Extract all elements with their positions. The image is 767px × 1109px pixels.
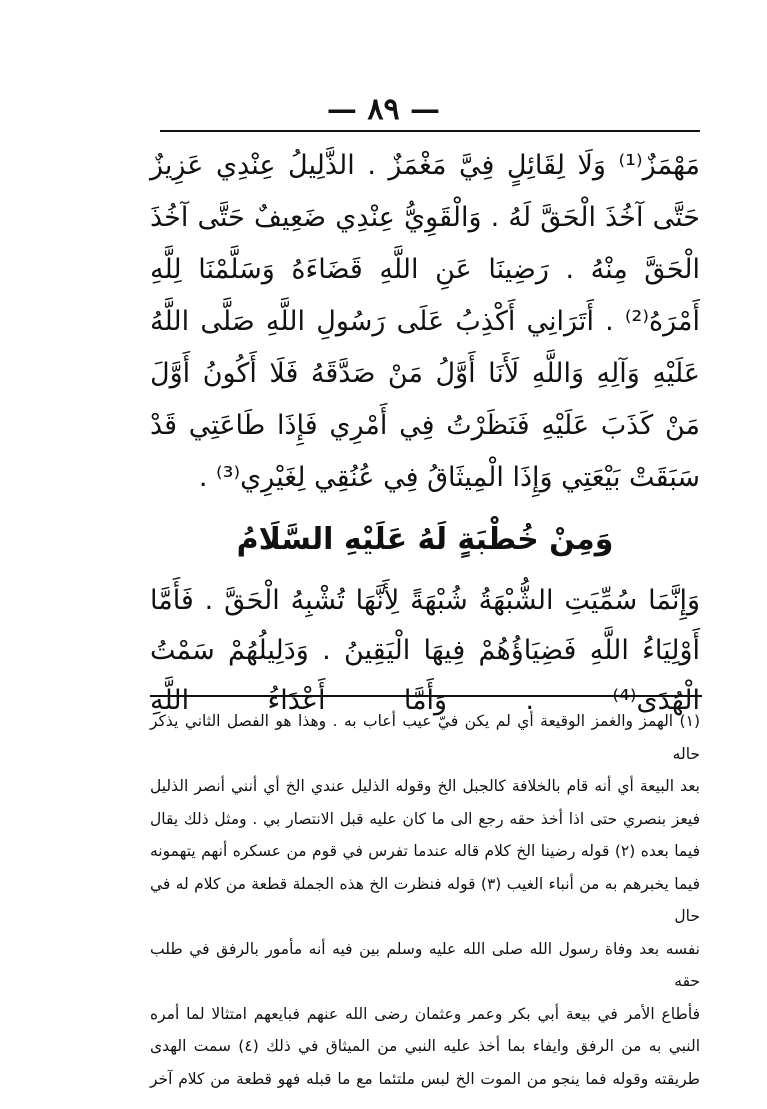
header-rule (160, 130, 700, 132)
footnote-line: فيما يخبرهم به من أنباء الغيب (٣) قوله فنظرت الخ هذه الجملة قطعة من كلام له في حال (150, 874, 701, 925)
footnote-line: فيعز بنصري حتى اذا أخذ حقه رجع الى ما كان عليه قبل الانتصار بي . ومثل ذلك يقال (150, 809, 700, 828)
section-text: وَإِنَّمَا سُمِّيَتِ الشُّبْهَةُ شُبْهَةً لِأَنَّهَا تُشْبِهُ الْحَقَّ . فَأَمَّا أَوْلِيَاءُ اللَّهِ فَضِيَاؤُهُمْ فِيهَا الْيَقِينُ . وَدَلِيلُهُمْ سَمْتُ الْهُدَى⁽⁴⁾ . وَأَمَّا أَعْدَاءُ اللَّهِ (150, 585, 700, 716)
footnotes (150, 705, 700, 1095)
footnote-line: فأطاع الأمر في بيعة أبي بكر وعمر وعثمان رضى الله عنهم فبايعهم امتثالا لما أمره (150, 1004, 700, 1023)
footnote-line: بعد البيعة أي أنه قام بالخلافة كالجبل الخ وقوله الذليل عندي الخ أي أنني أنصر الذليل (150, 777, 700, 795)
footnote-line: النبي به من الرفق وايفاء بما أخذ عليه النبي من الميثاق في ذلك (٤) سمت الهدى (150, 1037, 701, 1055)
footnote-line: طريقته وقوله فما ينجو من الموت الخ لبس ملتئما مع ما قبله فهو قطعة من كلام آخر (150, 1069, 700, 1088)
section-heading: وَمِنْ خُطْبَةٍ لَهُ عَلَيْهِ السَّلَامُ (236, 522, 614, 557)
footnote-line: نفسه بعد وفاة رسول الله صلى الله عليه وسلم بين فيه أنه مأمور بالرفق في طلب حقه (150, 939, 700, 990)
footnote-line: (١) الهمز والغمز الوقيعة أي لم يكن فيّ عيب أعاب به . وهذا هو الفصل الثاني يذكر حاله (150, 712, 700, 763)
main-text: مَهْمَزٌ⁽¹⁾ وَلَا لِقَائِلٍ فِيَّ مَغْمَزٌ . الذَّلِيلُ عِنْدِي عَزِيزٌ حَتَّى آخُذَ الْحَقَّ لَهُ . وَالْقَوِيُّ عِنْدِي ضَعِيفٌ حَتَّى آخُذَ الْحَقَّ مِنْهُ . رَضِينَا عَنِ اللَّهِ قَضَاءَهُ وَسَلَّمْنَا لِلَّهِ أَمْرَهُ⁽²⁾ . أَتَرَانِي أَكْذِبُ عَلَى رَسُولِ اللَّهِ صَلَّى اللَّهُ عَلَيْهِ وَآلِهِ وَاللَّهِ لَأَنَا أَوَّلُ مَنْ صَدَّقَهُ فَلَا أَكُونُ أَوَّلَ مَنْ كَذَبَ عَلَيْهِ فَنَظَرْتُ فِي أَمْرِي فَإِذَا طَاعَتِي قَدْ سَبَقَتْ بَيْعَتِي وَإِذَا الْمِيثَاقُ فِي عُنُقِي لِغَيْرِي⁽³⁾ . (150, 150, 700, 493)
footnote-line: فيما بعده (٢) قوله رضينا الخ كلام قاله عندما تفرس في قوم من عسكره أنهم يتهمونه (150, 842, 700, 860)
footnote-rule (150, 695, 702, 697)
page-number: — ٨٩ — (326, 92, 441, 127)
